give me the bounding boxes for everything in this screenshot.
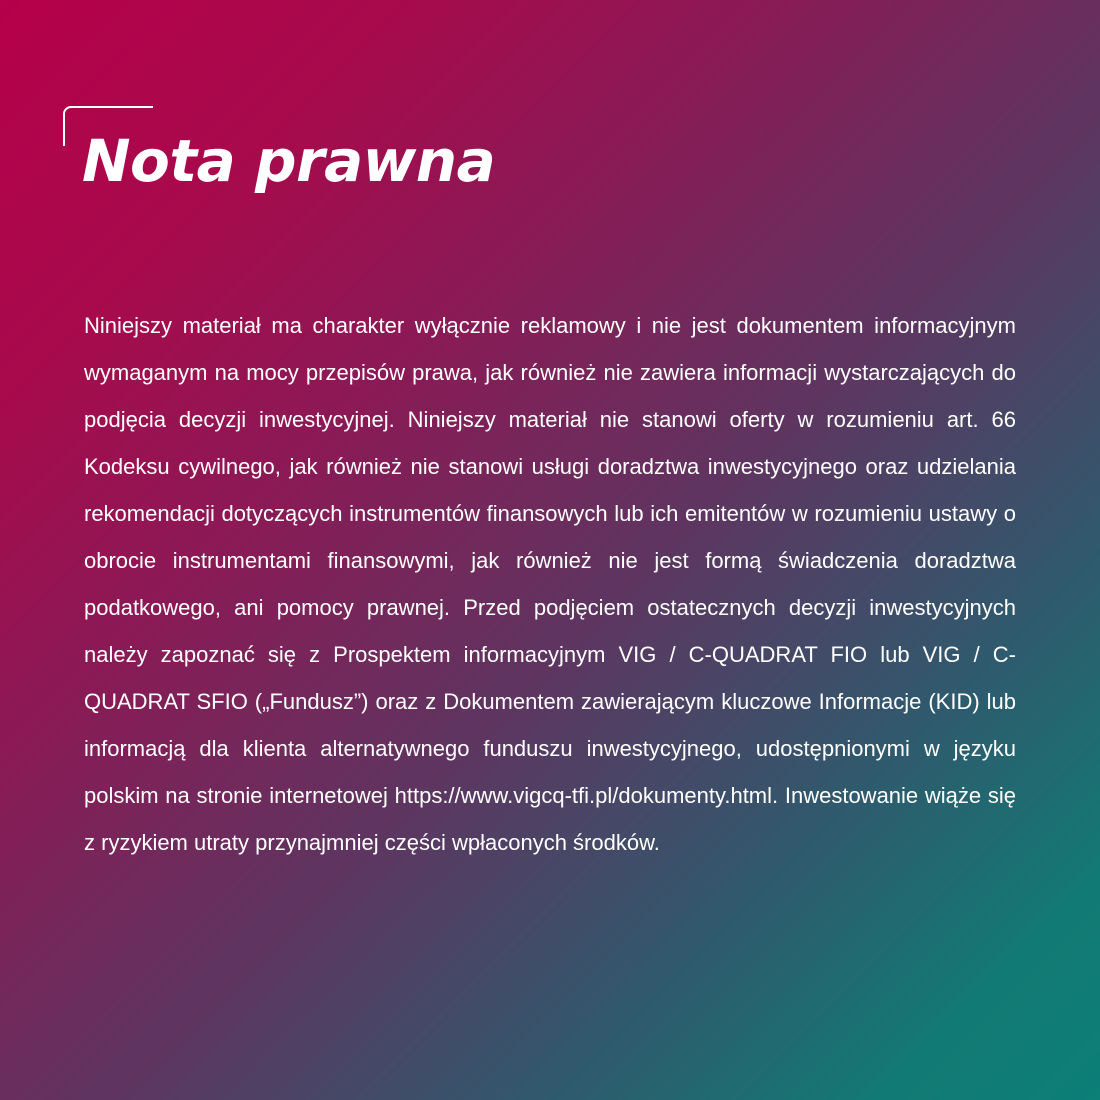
legal-notice-text: Niniejszy materiał ma charakter wyłącznie reklamowy i nie jest dokumentem informacyjnym wymaganym na mocy przepisów prawa, jak również nie zawiera informacji wystarczających do podjęcia decyzji inwestycyjnej. Niniejszy materiał nie stanowi oferty w rozumieniu art. 66 Kodeksu cywilnego, jak również nie stanowi usługi doradztwa inwestycyjnego oraz udzielania rekomendacji dotyczących instrumentów finansowych lub ich emitentów w rozumieniu ustawy o obrocie instrumentami finansowymi, jak również nie jest formą świadczenia doradztwa podatkowego, ani pomocy prawnej. Przed podjęciem ostatecznych decyzji inwestycyjnych należy zapoznać się z Prospektem informacyjnym VIG / C-QUADRAT FIO lub VIG / C-QUADRAT SFIO („Fundusz”) oraz z Dokumentem zawierającym kluczowe Informacje (KID) lub informacją dla klienta alternatywnego funduszu inwestycyjnego, udostępnionymi w języku polskim na stronie internetowej https://www.vigcq-tfi.pl/dokumenty.html. Inwestowanie wiąże się z ryzykiem utraty przynajmniej części wpłaconych środków. bbox=[84, 313, 1016, 855]
page-title: Nota prawna bbox=[82, 127, 496, 195]
